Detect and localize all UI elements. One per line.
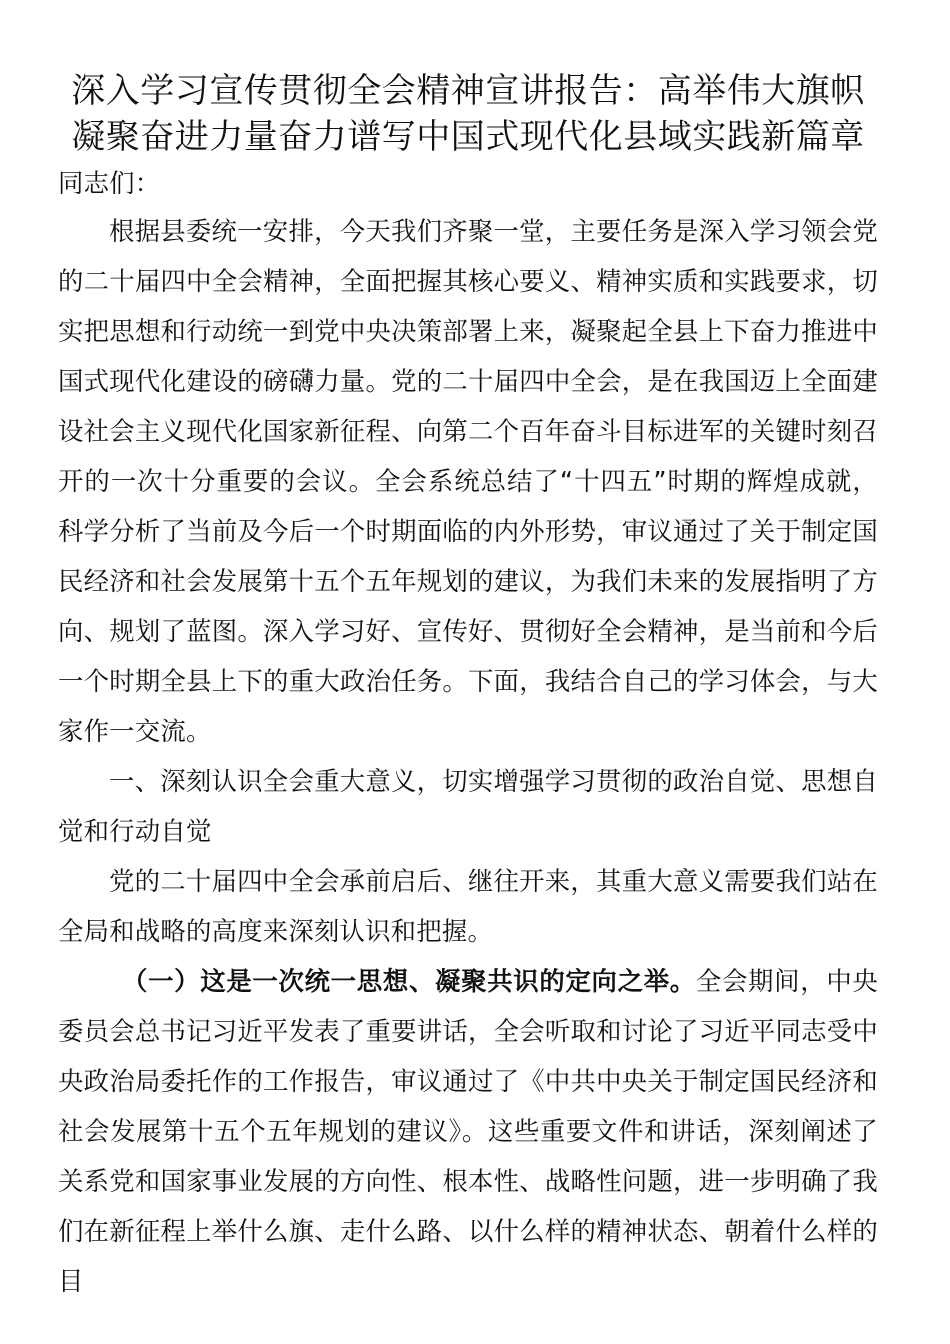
paragraph-subsection-1 [58,956,878,1306]
paragraph-section-1-intro: 党的二十届四中全会承前启后、继往开来，其重大意义需要我们站在全局和战略的高度来深刻认识和把握。 [58,866,878,946]
section-heading-1: 一、深刻认识全会重大意义，切实增强学习贯彻的政治自觉、思想自觉和行动自觉 [58,766,878,846]
document-title-line-1: 深入学习宣传贯彻全会精神宣讲报告：高举伟大旗帜 [71,71,865,111]
subsection-1-body: 全会期间，中央委员会总书记习近平发表了重要讲话，全会听取和讨论了习近平同志受中央政治局委托作的工作报告，审议通过了《中共中央关于制定国民经济和社会发展第十五个五年规划的建议》。这些重要文件和讲话，深刻阐述了关系党和国家事业发展的方向性、根本性、战略性问题，进一步明确了我们在新征程上举什么旗、走什么路、以什么样的精神状态、朝着什么样的目 [58,966,878,1296]
document-page [58,68,878,1306]
document-title-line-2: 凝聚奋进力量奋力谱写中国式现代化县域实践新篇章 [71,117,865,157]
paragraph-intro: 根据县委统一安排，今天我们齐聚一堂，主要任务是深入学习领会党的二十届四中全会精神，全面把握其核心要义、精神实质和实践要求，切实把思想和行动统一到党中央决策部署上来，凝聚起全县上下奋力推进中国式现代化建设的磅礴力量。党的二十届四中全会，是在我国迈上全面建设社会主义现代化国家新征程、向第二个百年奋斗目标进军的关键时刻召开的一次十分重要的会议。全会系统总结了“十四五”时期的辉煌成就，科学分析了当前及今后一个时期面临的内外形势，审议通过了关于制定国民经济和社会发展第十五个五年规划的建议，为我们未来的发展指明了方向、规划了蓝图。深入学习好、宣传好、贯彻好全会精神，是当前和今后一个时期全县上下的重大政治任务。下面，我结合自己的学习体会，与大家作一交流。 [58,216,878,746]
salutation: 同志们： [58,168,161,198]
subsection-1-heading: （一）这是一次统一思想、凝聚共识的定向之举。 [122,966,696,996]
